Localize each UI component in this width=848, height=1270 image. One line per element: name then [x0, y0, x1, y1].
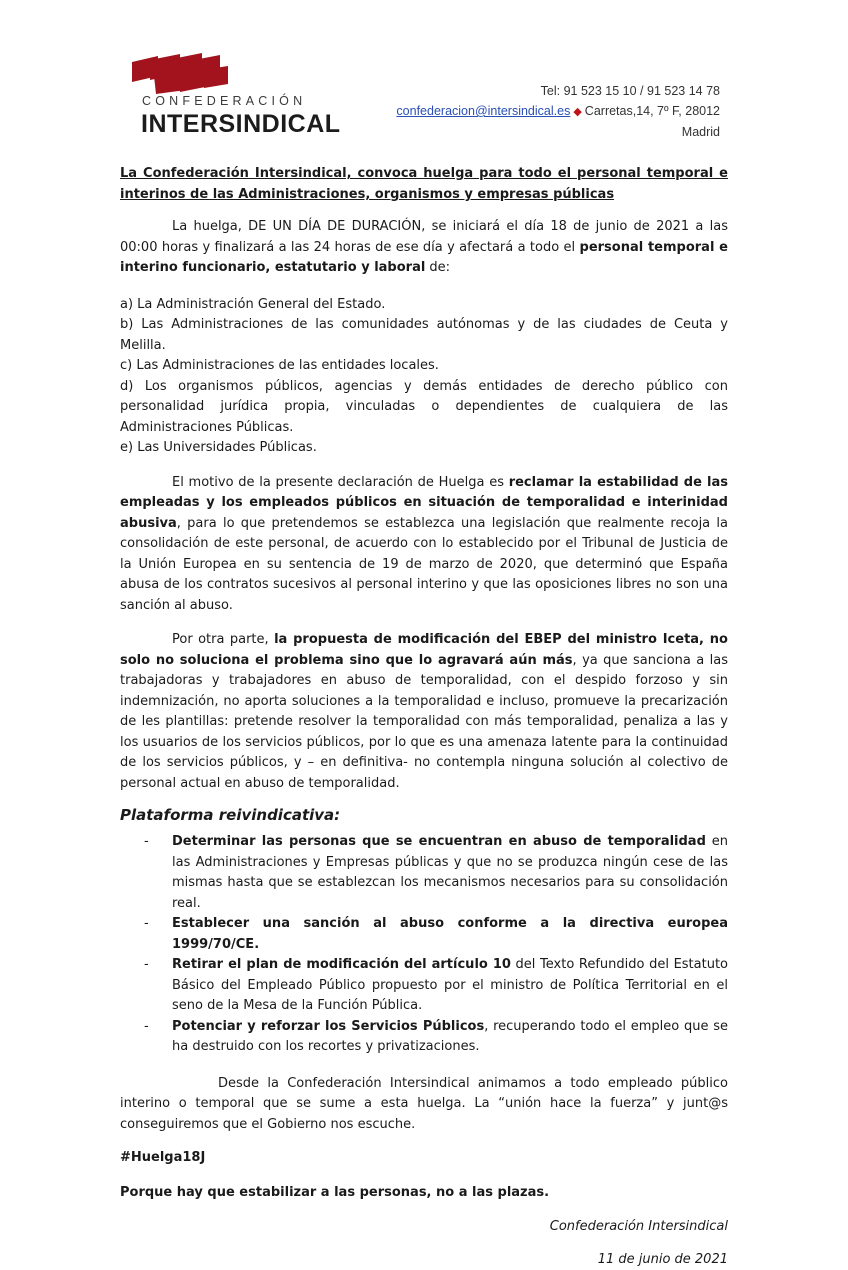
document-title: La Confederación Intersindical, convoca huelga para todo el personal temporal e interinos de las Administraciones, organismos y empresas públicas	[120, 163, 728, 205]
list-item: a) La Administración General del Estado.	[120, 295, 728, 316]
demand-bold: Retirar el plan de modificación del artículo 10	[172, 957, 511, 972]
list-item: c) Las Administraciones de las entidades locales.	[120, 356, 728, 377]
p3-text-c: , ya que sanciona a las trabajadoras y trabajadores en abuso de temporalidad, con el despido forzoso y sin indemnización, no aporta soluciones a la temporalidad e incluso, promueve la precarización de les plantillas: pretende resolver la temporalidad con más temporalidad, penaliza a las y los usuarios de los servicios públicos, por lo que es una amenaza latente para la continuidad de los servicios públicos, y – en definitiva- no contempla ninguna solución al colectivo de personal actual en abuso de temporalidad.	[120, 653, 728, 791]
logo-title: INTERSINDICAL	[141, 110, 341, 139]
p2-text-c: , para lo que pretendemos se establezca una legislación que realmente recoja la consolidación de este personal, de acuerdo con lo establecido por el Tribunal de Justicia de la Unión Europea en su sentencia de 19 de marzo de 2020, que determinó que España abusa de los contratos sucesivos al personal interino y que las oposiciones libres no son una sanción al abuso.	[120, 516, 728, 613]
demand-item	[120, 832, 728, 914]
p2-text-a: El motivo de la presente declaración de Huelga es	[172, 475, 509, 490]
logo-flag-icon	[128, 52, 338, 94]
dash-bullet: -	[144, 832, 149, 853]
p1-text-c: de:	[425, 260, 450, 275]
demand-item	[120, 914, 728, 955]
demand-bold: Establecer una sanción al abuso conforme a la directiva europea 1999/70/CE.	[172, 916, 728, 952]
contact-block	[396, 81, 720, 142]
p3-text-bold: la propuesta de modificación del EBEP del ministro Iceta, no solo no soluciona el problema sino que lo agravará aún más	[120, 632, 728, 668]
list-item: b) Las Administraciones de las comunidades autónomas y de las ciudades de Ceuta y Melilla.	[120, 315, 728, 356]
email-link[interactable]: confederacion@intersindical.es	[396, 104, 570, 118]
city-text: Madrid	[396, 122, 720, 142]
dash-bullet: -	[144, 1017, 149, 1038]
phone-text: Tel: 91 523 15 10 / 91 523 14 78	[396, 81, 720, 101]
demand-item	[120, 1017, 728, 1058]
demand-text: en las Administraciones y Empresas públicas y que no se produzca ningún cese de las mismas hasta que se establezcan los mecanismos necesarios para su consolidación real.	[172, 834, 728, 911]
demand-text: del Texto Refundido del Estatuto Básico del Empleado Público propuesto por el ministro de Política Territorial en el seno de la Mesa de la Función Pública.	[172, 957, 728, 1013]
p3-text-a: Por otra parte,	[172, 632, 274, 647]
paragraph-motive	[120, 473, 728, 617]
document-body	[120, 163, 728, 1270]
closing-paragraph: Desde la Confederación Intersindical animamos a todo empleado público interino o temporal que se sume a esta huelga. La “unión hace la fuerza” y junt@s conseguiremos que el Gobierno nos escuche.	[120, 1074, 728, 1136]
paragraph-ebep-proposal	[120, 630, 728, 794]
address-text: Carretas,14, 7º F, 28012	[585, 104, 720, 118]
diamond-icon: ◆	[573, 106, 581, 118]
platform-heading: Plataforma reivindicativa:	[120, 806, 728, 824]
logo-subtitle: CONFEDERACIÓN	[142, 94, 306, 108]
logo	[128, 52, 338, 142]
dash-bullet: -	[144, 914, 149, 935]
demand-bold: Potenciar y reforzar los Servicios Públicos	[172, 1019, 484, 1034]
document-date: 11 de junio de 2021	[120, 1250, 728, 1270]
hashtag: #Huelga18J	[120, 1148, 728, 1169]
email-address-line	[396, 101, 720, 122]
demand-item	[120, 955, 728, 1017]
paragraph-strike-details	[120, 217, 728, 279]
demand-text: , recuperando todo el empleo que se ha destruido con los recortes y privatizaciones.	[172, 1019, 728, 1055]
signature: Confederación Intersindical	[120, 1217, 728, 1238]
demands-list	[120, 832, 728, 1058]
p1-text-bold: personal temporal e interino funcionario, estatutario y laboral	[120, 240, 728, 276]
affected-administrations-list	[120, 295, 728, 459]
list-item: e) Las Universidades Públicas.	[120, 438, 728, 459]
demand-bold: Determinar las personas que se encuentran en abuso de temporalidad	[172, 834, 706, 849]
dash-bullet: -	[144, 955, 149, 976]
slogan: Porque hay que estabilizar a las personas, no a las plazas.	[120, 1183, 728, 1204]
p2-text-bold: reclamar la estabilidad de las empleadas y los empleados públicos en situación de temporalidad e interinidad abusiva	[120, 475, 728, 531]
p1-text-a: La huelga, DE UN DÍA DE DURACIÓN, se iniciará el día 18 de junio de 2021 a las 00:00 horas y finalizará a las 24 horas de ese día y afectará a todo el	[120, 219, 728, 255]
list-item: d) Los organismos públicos, agencias y demás entidades de derecho público con personalidad jurídica propia, vinculadas o dependientes de cualquiera de las Administraciones Públicas.	[120, 377, 728, 439]
